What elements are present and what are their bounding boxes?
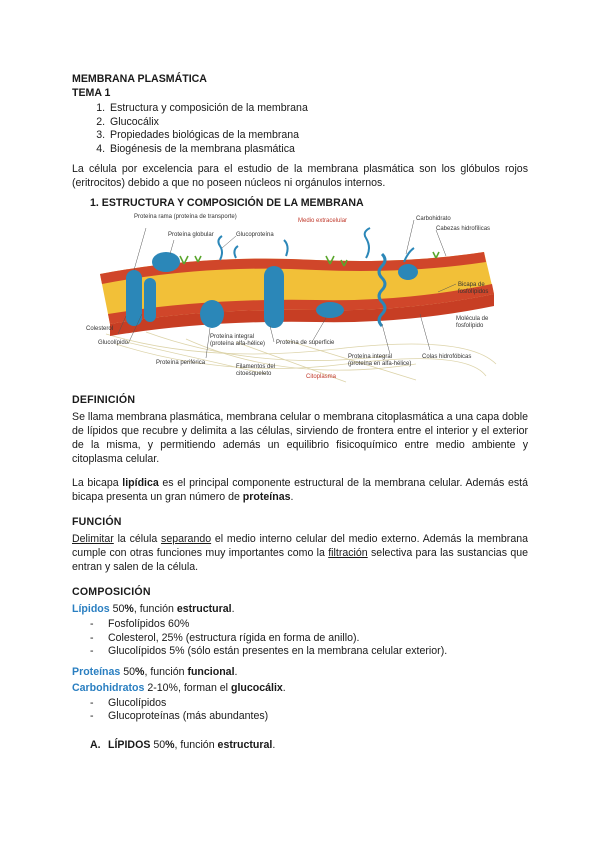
proteinas-line: Proteínas 50%, función funcional. [72,665,238,678]
label-proteina-globular: Proteína globular [168,232,214,238]
bicapa-paragraph [72,476,528,504]
label-molecula-fosfolipido: Molécula de fosfolípido [456,316,489,329]
table-of-contents [72,102,528,156]
proteinas-label: Proteínas [72,665,121,678]
label-carbohidrato: Carbohidrato [416,216,451,222]
text-run: 50 [150,738,166,751]
label-glucolipido: Glucolípido [98,340,129,346]
text-run: , función [144,665,188,678]
carbohidratos-line: Carbohidratos 2-10%, forman el glucocálix. [72,681,286,694]
text-run: es el principal componente estructural de la membrana celular. Además está bicapa presenta un gran número de [72,477,528,503]
label-proteina-rama: Proteína rama (proteína de transporte) [134,214,237,220]
text-run: 50 [109,603,125,615]
text-run: La bicapa [72,477,123,489]
definicion-paragraph: Se llama membrana plasmática, membrana celular o membrana citoplasmática a una capa doble de lípidos que recubre y delimita a las células, sirviendo de frontera entre el interior y el exterior de la misma, y permitiendo además un equilibrio fisicoquímico entre medio ambiente y citoplasma celular. [72,411,528,465]
text-run: , función [133,603,177,615]
lipidos-label: Lípidos [72,603,110,615]
text-run: % [124,603,134,615]
underlined-term: Delimitar [72,533,114,545]
funcion-paragraph [72,532,528,574]
subsection-title: LÍPIDOS [108,738,151,751]
list-item: - Glucoproteínas (más abundantes) [90,710,528,724]
label-proteina-superficie: Proteína de superficie [276,340,335,346]
doc-subtitle: TEMA 1 [72,87,111,99]
toc-item: 1. Estructura y composición de la membrana [108,102,528,116]
label-proteina-integral-helice: Proteína integral (proteína en alfa-hélice) [348,354,412,367]
label-bicapa: Bicapa de fosfolípidos [458,282,489,295]
label-filamentos: Filamentos del citoesqueleto [236,364,276,377]
toc-item: 2. Glucocálix [108,116,528,130]
subsection-number: A. [90,738,101,751]
text-run: , función [174,738,218,751]
list-item: - Colesterol, 25% (estructura rígida en forma de anillo). [90,632,528,646]
label-cabezas-hidrofilicas: Cabezas hidrofílicas [436,226,491,232]
text-run: . [290,491,294,503]
funcion-heading: FUNCIÓN [72,516,122,528]
bold-term: glucocálix [230,681,283,694]
bold-term: funcional [187,665,235,678]
list-item: - Glucolípidos [90,697,528,711]
membrane-diagram [86,214,506,388]
label-citoplasma: Citoplasma [306,374,337,380]
text-run: % [135,665,145,678]
composicion-heading: COMPOSICIÓN [72,586,151,598]
definicion-heading: DEFINICIÓN [72,394,136,406]
label-colas-hidrofobicas: Colas hidrofóbicas [422,354,472,360]
label-medio-extracelular: Medio extracelular [298,218,348,224]
text-run: % [165,738,175,751]
text-run: el medio interno celular del medio externo. Además la membrana cumple con otras funciones muy importantes como la [72,533,528,559]
list-item: - Glucolípidos 5% (sólo están presentes en la membrana celular exterior). [90,645,528,659]
lipidos-list [72,618,528,659]
doc-title: MEMBRANA PLASMÁTICA [72,73,207,85]
toc-item: 3. Propiedades biológicas de la membrana [108,129,528,143]
membrane-illustration [86,214,506,388]
label-proteina-periferica: Proteína periférica [156,360,206,366]
toc-item: 4. Biogénesis de la membrana plasmática [108,143,528,157]
bold-term: proteínas [242,491,291,503]
bold-term: estructural [176,603,232,615]
carbohidratos-list [72,697,528,724]
carbohidratos-label: Carbohidratos [72,681,145,694]
label-colesterol: Colesterol [86,326,114,332]
text-run: selectiva para las sustancias que entran y salen de la célula. [72,547,528,573]
document-page [72,72,528,752]
underlined-term: separando [161,533,212,545]
section-heading: 1. ESTRUCTURA Y COMPOSICIÓN DE LA MEMBRANA [90,197,364,209]
lipidos-line: Lípidos 50%, función estructural. [72,603,235,615]
text-run: 50 [120,665,136,678]
bold-term: estructural [217,738,273,751]
subsection-lipidos: A. LÍPIDOS 50%, función estructural. [90,738,276,751]
underlined-term: filtración [328,547,368,559]
intro-paragraph: La célula por excelencia para el estudio de la membrana plasmática son los glóbulos rojos (eritrocitos) debido a que no poseen núcleos ni orgánulos internos. [72,163,528,189]
label-glucoproteina: Glucoproteína [236,232,274,238]
text-run: la célula [113,533,162,545]
list-item: - Fosfolípidos 60% [90,618,528,632]
bold-term: lipídica [122,477,159,489]
label-proteina-integral-alfa: Proteína integral (proteína alfa-hélice) [210,334,266,347]
text-run: 2-10%, forman el [144,681,231,694]
